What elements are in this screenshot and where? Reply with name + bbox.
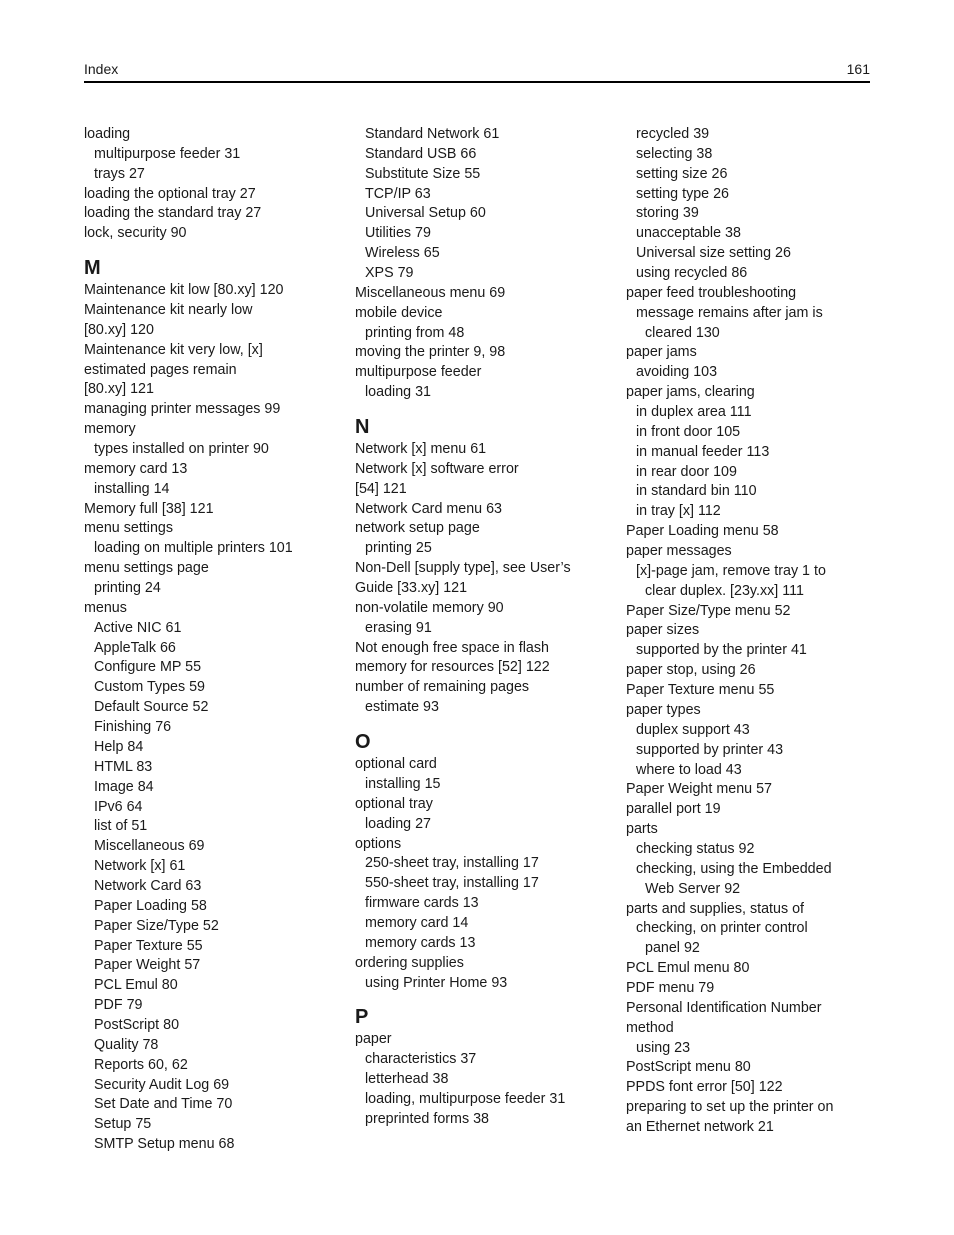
index-entry: Maintenance kit nearly low	[84, 302, 253, 319]
index-entry: memory for resources [52] 122	[355, 659, 550, 676]
index-subentry: loading, multipurpose feeder 31	[365, 1090, 566, 1107]
index-section-letter: O	[355, 731, 371, 754]
index-entry: moving the printer 9, 98	[355, 344, 506, 361]
index-entry: memory card 13	[84, 460, 188, 477]
index-subentry: storing 39	[636, 205, 699, 222]
header-section-title: Index	[84, 61, 119, 77]
index-subentry: Miscellaneous 69	[94, 838, 205, 855]
index-subentry: memory card 14	[365, 914, 469, 931]
index-entry: loading	[84, 126, 131, 142]
index-subentry: AppleTalk 66	[94, 639, 176, 656]
index-subentry: Substitute Size 55	[365, 165, 481, 182]
index-column-2	[355, 125, 617, 1130]
index-subentry: PostScript 80	[94, 1016, 180, 1033]
page-header	[84, 60, 870, 83]
index-subentry: Standard USB 66	[365, 145, 477, 162]
index-subentry: avoiding 103	[636, 364, 718, 381]
index-subentry: Universal Setup 60	[365, 205, 486, 222]
index-subentry: Configure MP 55	[94, 659, 202, 676]
index-subentry: Custom Types 59	[94, 679, 205, 696]
index-subentry: loading on multiple printers 101	[94, 540, 293, 557]
index-entry: multipurpose feeder	[355, 364, 482, 381]
index-subentry: printing from 48	[365, 324, 465, 341]
index-entry: preparing to set up the printer on	[626, 1099, 834, 1116]
index-subentry: [x]-page jam, remove tray 1 to	[636, 562, 826, 579]
index-entry: number of remaining pages	[355, 679, 530, 696]
index-subentry: checking, using the Embedded	[636, 860, 832, 877]
index-subentry: Image 84	[94, 778, 154, 795]
index-entry: PDF menu 79	[626, 979, 715, 996]
index-subentry: in standard bin 110	[636, 483, 757, 500]
index-subentry: Set Date and Time 70	[94, 1096, 233, 1113]
index-subentry: letterhead 38	[365, 1071, 449, 1088]
index-subentry: TCP/IP 63	[365, 185, 431, 202]
index-subentry: using 23	[636, 1039, 691, 1056]
index-entry: [54] 121	[355, 480, 407, 497]
index-subentry: trays 27	[94, 165, 145, 182]
index-subentry: installing 15	[365, 775, 441, 792]
index-entry: Network Card menu 63	[355, 500, 503, 517]
index-entry: managing printer messages 99	[84, 401, 281, 418]
index-subentry: checking status 92	[636, 840, 755, 857]
index-subentry: supported by printer 43	[636, 741, 784, 758]
index-entry: Network [x] menu 61	[355, 441, 487, 458]
index-subentry: printing 24	[94, 580, 161, 597]
index-section-letter: P	[355, 1006, 369, 1029]
index-subentry: memory cards 13	[365, 934, 476, 951]
index-entry: Paper Texture menu 55	[626, 682, 775, 699]
index-entry: mobile device	[355, 304, 443, 321]
index-subentry: HTML 83	[94, 758, 153, 775]
index-entry: loading the optional tray 27	[84, 185, 256, 202]
index-subentry: selecting 38	[636, 145, 713, 162]
index-entry: PostScript menu 80	[626, 1059, 751, 1076]
index-section-letter: N	[355, 416, 370, 439]
index-subentry: 550-sheet tray, installing 17	[365, 875, 539, 892]
index-subentry: cleared 130	[645, 324, 720, 341]
index-subentry: Utilities 79	[365, 225, 431, 242]
index-subentry: Security Audit Log 69	[94, 1076, 230, 1093]
index-entry: paper jams, clearing	[626, 384, 755, 401]
index-subentry: preprinted forms 38	[365, 1110, 489, 1127]
index-entry: Personal Identification Number	[626, 999, 822, 1016]
index-subentry: Default Source 52	[94, 699, 209, 716]
index-entry: Maintenance kit low [80.xy] 120	[84, 282, 284, 299]
index-entry: network setup page	[355, 520, 480, 537]
index-entry: paper feed troubleshooting	[626, 284, 797, 301]
index-subentry: recycled 39	[636, 126, 710, 142]
index-subentry: IPv6 64	[94, 798, 143, 815]
index-subentry: Paper Texture 55	[94, 937, 203, 954]
index-entry: method	[626, 1019, 674, 1036]
index-subentry: Paper Loading 58	[94, 897, 207, 914]
index-subentry: setting type 26	[636, 185, 729, 202]
index-entry: memory	[84, 421, 136, 438]
index-subentry: Paper Weight 57	[94, 957, 201, 974]
index-subentry: supported by the printer 41	[636, 642, 807, 659]
index-subentry: firmware cards 13	[365, 895, 479, 912]
index-entry: optional card	[355, 756, 437, 773]
index-entry: Memory full [38] 121	[84, 500, 214, 517]
index-entry: optional tray	[355, 795, 433, 812]
index-subentry: in front door 105	[636, 423, 741, 440]
index-subentry: Quality 78	[94, 1036, 159, 1053]
index-subentry: Finishing 76	[94, 719, 172, 736]
index-entry: paper messages	[626, 543, 732, 560]
index-subentry: message remains after jam is	[636, 304, 823, 321]
index-subentry: loading 27	[365, 815, 431, 832]
page-number: 161	[846, 61, 870, 77]
index-subentry: Universal size setting 26	[636, 245, 791, 262]
index-entry: [80.xy] 121	[84, 381, 154, 398]
index-subentry: Reports 60, 62	[94, 1056, 188, 1073]
index-subentry: erasing 91	[365, 619, 432, 636]
index-subentry: where to load 43	[636, 761, 742, 778]
index-entry: paper jams	[626, 344, 697, 361]
index-subentry: clear duplex. [23y.xx] 111	[645, 582, 804, 599]
index-subentry: panel 92	[645, 940, 700, 957]
index-entry: menu settings	[84, 520, 174, 537]
index-entry: Non-Dell [supply type], see User’s	[355, 560, 571, 577]
index-entry: ordering supplies	[355, 954, 464, 971]
index-entry: options	[355, 835, 402, 852]
index-entry: Paper Loading menu 58	[626, 523, 779, 540]
index-subentry: unacceptable 38	[636, 225, 741, 242]
index-subentry: Standard Network 61	[365, 126, 500, 142]
index-subentry: XPS 79	[365, 265, 414, 282]
index-entry: Paper Weight menu 57	[626, 781, 772, 798]
index-subentry: Network Card 63	[94, 877, 202, 894]
index-entry: PPDS font error [50] 122	[626, 1079, 783, 1096]
index-subentry: Web Server 92	[645, 880, 741, 897]
index-entry: menus	[84, 599, 127, 616]
index-entry: Guide [33.xy] 121	[355, 580, 468, 597]
index-subentry: in tray [x] 112	[636, 503, 721, 520]
index-subentry: Wireless 65	[365, 245, 440, 262]
index-entry: loading the standard tray 27	[84, 205, 262, 222]
index-entry: parts	[626, 821, 658, 838]
index-subentry: duplex support 43	[636, 721, 750, 738]
index-subentry: 250-sheet tray, installing 17	[365, 855, 539, 872]
index-entry: [80.xy] 120	[84, 321, 154, 338]
index-entry: Paper Size/Type menu 52	[626, 602, 791, 619]
index-entry: PCL Emul menu 80	[626, 960, 750, 977]
index-section-letter: M	[84, 257, 101, 280]
index-subentry: using recycled 86	[636, 265, 748, 282]
index-subentry: list of 51	[94, 818, 148, 835]
index-subentry: loading 31	[365, 384, 431, 401]
index-subentry: printing 25	[365, 540, 432, 557]
index-subentry: Network [x] 61	[94, 858, 186, 875]
index-subentry: types installed on printer 90	[94, 441, 269, 458]
index-subentry: multipurpose feeder 31	[94, 145, 241, 162]
index-entry: Maintenance kit very low, [x]	[84, 341, 263, 358]
index-subentry: characteristics 37	[365, 1051, 477, 1068]
index-subentry: estimate 93	[365, 699, 439, 716]
index-subentry: PDF 79	[94, 997, 143, 1014]
index-entry: estimated pages remain	[84, 361, 237, 378]
index-entry: menu settings page	[84, 560, 209, 577]
index-subentry: Paper Size/Type 52	[94, 917, 219, 934]
index-entry: Not enough free space in flash	[355, 639, 549, 656]
index-subentry: PCL Emul 80	[94, 977, 178, 994]
index-entry: paper stop, using 26	[626, 662, 756, 679]
index-entry: non-volatile memory 90	[355, 599, 504, 616]
index-subentry: checking, on printer control	[636, 920, 808, 937]
index-subentry: using Printer Home 93	[365, 974, 508, 991]
index-entry: lock, security 90	[84, 225, 187, 242]
index-entry: Network [x] software error	[355, 460, 519, 477]
index-subentry: Active NIC 61	[94, 619, 182, 636]
index-entry: parts and supplies, status of	[626, 900, 805, 917]
index-subentry: setting size 26	[636, 165, 728, 182]
index-subentry: in rear door 109	[636, 463, 737, 480]
index-column-1	[84, 125, 346, 1155]
index-entry: Miscellaneous menu 69	[355, 284, 506, 301]
index-subentry: Setup 75	[94, 1116, 152, 1133]
index-subentry: in duplex area 111	[636, 404, 752, 421]
index-subentry: SMTP Setup menu 68	[94, 1136, 235, 1153]
index-entry: an Ethernet network 21	[626, 1118, 774, 1135]
index-entry: paper	[355, 1031, 392, 1048]
index-subentry: Help 84	[94, 738, 144, 755]
index-entry: paper sizes	[626, 622, 700, 639]
index-column-3	[626, 125, 888, 1138]
index-entry: paper types	[626, 701, 701, 718]
index-subentry: installing 14	[94, 480, 170, 497]
index-entry: parallel port 19	[626, 801, 721, 818]
index-subentry: in manual feeder 113	[636, 443, 770, 460]
